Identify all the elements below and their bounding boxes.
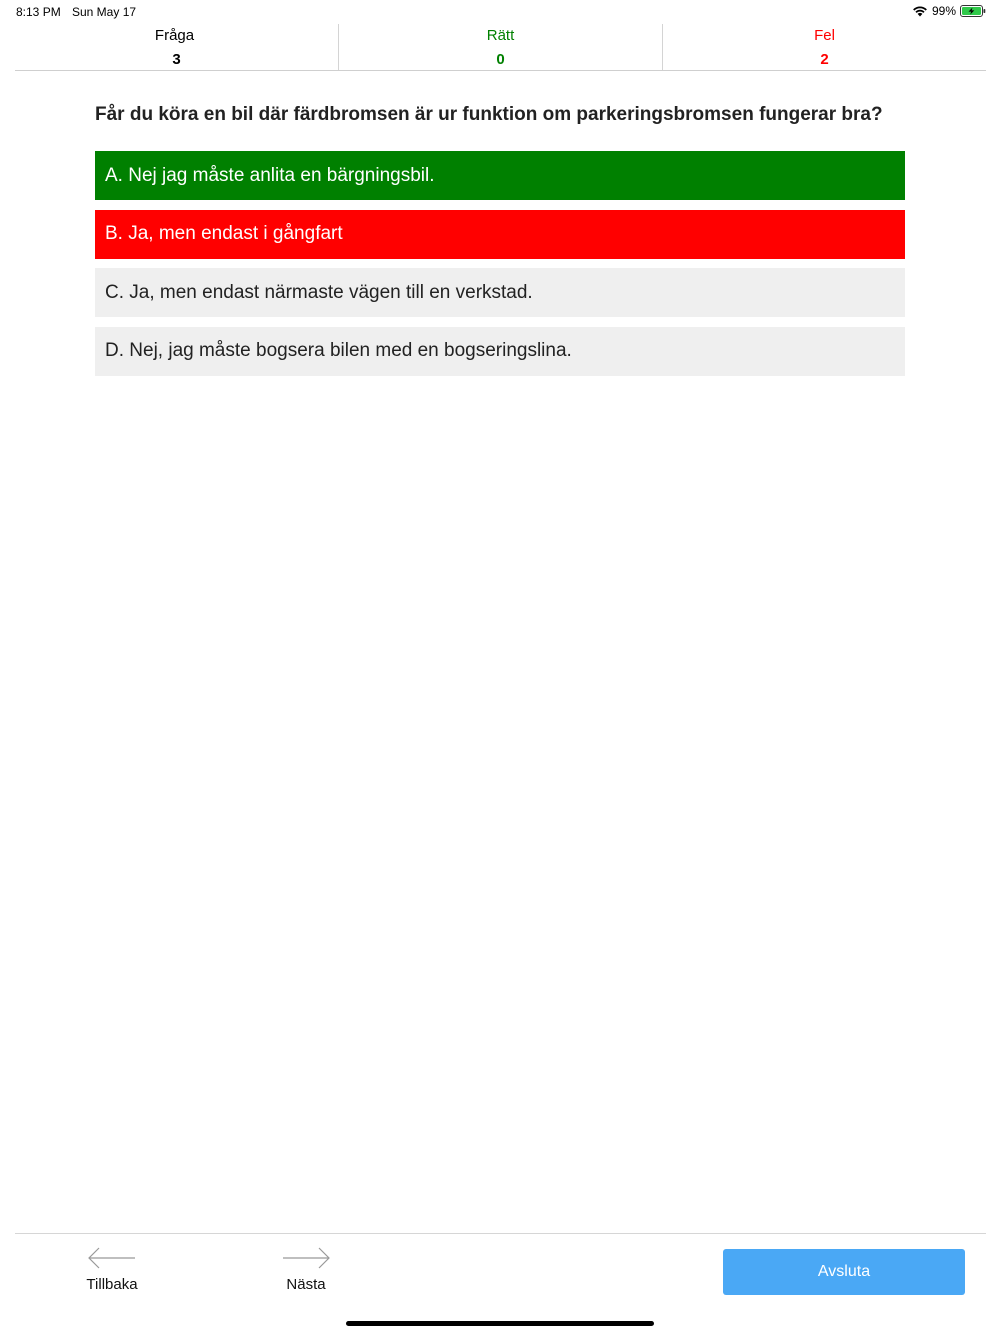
arrow-left-icon	[87, 1246, 137, 1270]
correct-count: 0	[496, 51, 505, 68]
home-indicator[interactable]	[346, 1321, 654, 1326]
finish-button[interactable]: Avsluta	[723, 1249, 965, 1295]
correct-label: Rätt	[486, 27, 515, 44]
score-header	[15, 24, 986, 71]
answer-list	[95, 151, 905, 385]
answer-option-c[interactable]: C. Ja, men endast närmaste vägen till en verkstad.	[95, 268, 905, 317]
status-bar	[0, 0, 1000, 24]
wrong-label: Fel	[814, 27, 835, 44]
back-button[interactable]	[72, 1246, 152, 1302]
bottom-divider	[15, 1233, 986, 1234]
back-label: Tillbaka	[86, 1276, 138, 1293]
question-label: Fråga	[154, 27, 195, 44]
status-indicators	[912, 4, 986, 18]
question-text: Får du köra en bil där färdbromsen är ur funktion om parkeringsbromsen fungerar bra?	[95, 104, 883, 125]
battery-percent: 99%	[931, 4, 956, 18]
status-date: Sun May 17	[72, 5, 137, 19]
score-wrong	[662, 24, 986, 70]
wifi-icon	[912, 5, 928, 17]
answer-option-d[interactable]: D. Nej, jag måste bogsera bilen med en bogseringslina.	[95, 327, 905, 376]
score-correct	[338, 24, 662, 70]
score-question	[15, 24, 338, 70]
next-button[interactable]	[266, 1246, 346, 1302]
question-number: 3	[172, 51, 181, 68]
answer-option-a[interactable]: A. Nej jag måste anlita en bärgningsbil.	[95, 151, 905, 200]
wrong-count: 2	[820, 51, 829, 68]
arrow-right-icon	[281, 1246, 331, 1270]
next-label: Nästa	[286, 1276, 326, 1293]
status-time: 8:13 PM	[16, 5, 61, 19]
battery-charging-icon	[960, 5, 986, 17]
answer-option-b[interactable]: B. Ja, men endast i gångfart	[95, 210, 905, 259]
